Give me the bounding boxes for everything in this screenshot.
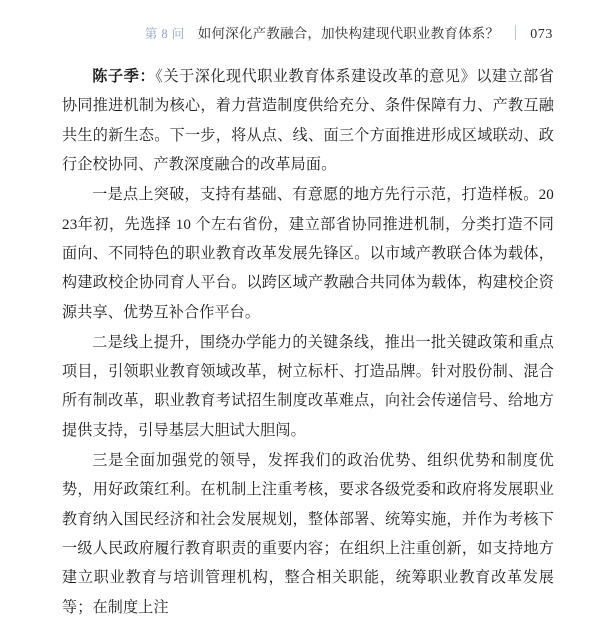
speaker-name: 陈子季： xyxy=(92,69,156,85)
paragraph-2-text: 一是点上突破，支持有基础、有意愿的地方先行示范，打造样板。2023年初，先选择 10 个左右省份，建立部省协同推进机制，分类打造不同面向、不同特色的职业教育改革发展先锋区。以市域产教联合体为载体，构建政校企协同育人平台。以跨区域产教融合共同体为载体，构建校企资源共享、优势互补合作平台。 xyxy=(62,187,554,321)
paragraph-4 xyxy=(62,447,554,623)
paragraph-4-text: 三是全面加强党的领导，发挥我们的政治优势、组织优势和制度优势，用好政策红利。在机制上注重考核，要求各级党委和政府将发展职业教育纳入国民经济和社会发展规划，整体部署、统筹实施，并作为考核下一级人民政府履行教育职责的重要内容；在组织上注重创新，如支持地方建立职业教育与培训管理机构，整合相关职能，统筹职业教育改革发展等；在制度上注 xyxy=(62,452,554,616)
running-head xyxy=(145,22,553,43)
running-head-question-title: 如何深化产教融合，加快构建现代职业教育体系？ xyxy=(197,26,500,41)
paragraph-1 xyxy=(62,63,554,181)
paragraph-3 xyxy=(62,329,554,447)
running-head-question-number: 第 8 问 xyxy=(144,27,185,41)
running-head-divider xyxy=(515,25,516,40)
article-body xyxy=(62,63,554,623)
paragraph-1-text: 《关于深化现代职业教育体系建设改革的意见》以建立部省协同推进机制为核心，着力营造制度供给充分、条件保障有力、产教互融共生的新生态。下一步，将从点、线、面三个方面推进形成区域联动、政行企校协同、产教深度融合的改革局面。 xyxy=(62,69,554,174)
paragraph-3-text: 二是线上提升，围绕办学能力的关键条线，推出一批关键政策和重点项目，引领职业教育领域改革，树立标杆、打造品牌。针对股份制、混合所有制改革，职业教育考试招生制度改革难点，向社会传递信号、给地方提供支持，引导基层大胆试大胆闯。 xyxy=(62,334,554,439)
page-folio-number: 073 xyxy=(530,27,553,42)
paragraph-2 xyxy=(62,181,554,328)
